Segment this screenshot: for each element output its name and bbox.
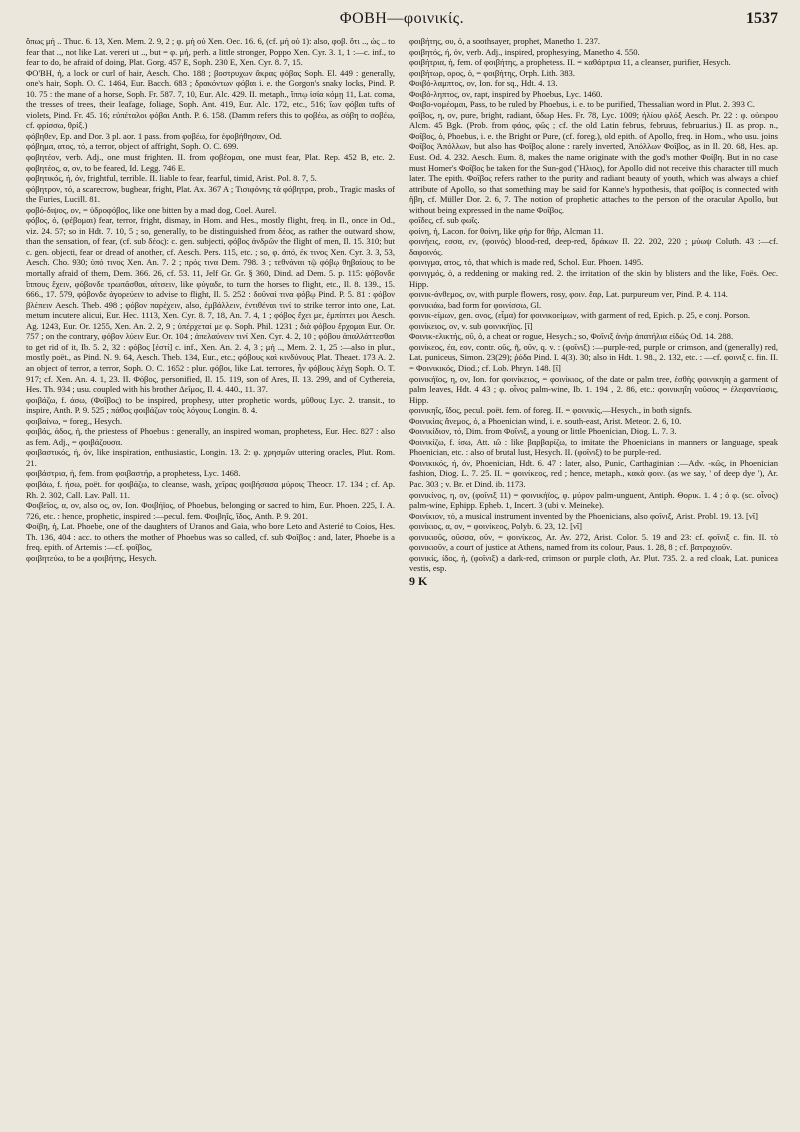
dictionary-entry: φοιβητεύω, to be a φοιβήτης, Hesych. [26,552,157,563]
dictionary-entry: φοινιγμα, ατος, τό, that which is made red, Schol. Eur. Phoen. 1495. [409,257,644,268]
dictionary-entry: Φοινικικός, ή, όν, Phoenician, Hdt. 6. 47 : later, also, Punic, Carthaginian :—Adv. -κῶς, in Phoenician fashion, Diog. L. 7. 25. II. = φοινίκεος, red ; hence, metaph., κακὰ φοιν. (as we say, ' of deep dye '), Ar. Pac. 303 ; v. Br. et Dind. ib. 1173. [409,457,778,489]
dictionary-entry: Φοινίκιον, τό, a musical instrument invented by the Phoenicians, also φοῖνιξ, Arist. Probl. 19. 13. [νῐ] [409,510,758,521]
dictionary-entry: φοινικίς, ίδος, ἡ, (φοῖνιξ) a dark-red, crimson or purple cloth, Ar. Plut. 735. 2. a red cloak, Lat. punicea vestis, esp. [409,552,778,574]
dictionary-entry: φοίνη, ἡ, Lacon. for θοίνη, like φήρ for θήρ, Alcman 11. [409,225,604,236]
dictionary-entry: Φοιβό-λαμπτος, ον, Ion. for sq., Hdt. 4. 13. [409,78,558,89]
dictionary-entry: φοινίκιος, α, ον, = φοινίκεος, Polyb. 6. 23, 12. [νῐ] [409,521,583,532]
signature-mark: 9 K [409,573,428,588]
dictionary-entry: φοιβαίνω, = foreg., Hesych. [26,415,123,426]
dictionary-entry: φοῖδες, cf. sub φωΐς. [409,215,480,226]
dictionary-entry: Φοινικίζω, f. ίσω, Att. ιῶ : like βαρβαρίζω, to imitate the Phoenicians in manners or language, speak Phoenician, etc. : also of brutal lust, Hesych. II. (φοῖνιξ) to be purple-red. [409,436,778,458]
dictionary-entry: φοιβάω, f. ήσω, poët. for φοιβάζω, to cleanse, wash, χεῖρας φοιβήσασα μύροις Theocr. 17. 134 ; cf. Ap. Rh. 2. 302, Call. Lav. Pall. 11. [26,478,395,500]
dictionary-entry: φοινικίνος, η, ον, (φοῖνιξ 11) = φοινικήϊος, φ. μύρον palm-unguent, Antiph. Θορικ. 1. 4 ; ὁ φ. (sc. οἶνος) palm-wine, Ephipp. Epheb. 1, Incert. 3 (ubi v. Meineke). [409,489,778,511]
dictionary-entry: φόβημα, ατος, τό, a terror, object of affright, Soph. O. C. 699. [26,141,239,152]
dictionary-entry: φοιβάστρια, ἡ, fem. from φοιβαστήρ, a prophetess, Lyc. 1468. [26,468,241,479]
dictionary-entry: φοινιγμός, ὁ, a reddening or making red. 2. the irritation of the skin by blisters and the like, Foës. Oec. Hipp. [409,268,778,289]
page-number: 1537 [746,10,779,27]
dictionary-entry: Φοινικ-ελικτής, οῦ, ὁ, a cheat or rogue, Hesych.; so, Φοῖνιξ ἀνὴρ ἀπατήλια εἰδώς Od. 14. 288. [409,331,734,342]
dictionary-entry: φόβος, ὁ, (φέβομαι) fear, terror, fright, dismay, in Hom. and Hes., mostly flight, freq. in Il., once in Od., viz. 24. 57; so in Hdt. 7. 10, 5 ; so, generally, to be distinguished from δέος, as rather the outward show, than the sensation, of fear, (cf. sub δέος): c. gen. subjecti, φόβος ἀνδρῶν the flight of men, Il. 15. 310; but c. gen. objecti, fear or dread of another, cf. Aesch. Pers. 115, etc. ; so, φ. ἀπό, ἐκ τινος Xen. Cyr. 3. 3, 53, Aesch. Cho. 930; ὑπό τινος Xen. An. 7. 2 ; πρός τινα Dem. 798. 3 ; τεθνάναι τῷ φόβῳ θηβαίους to be mortally afraid of them, Dem. 366. 26, cf. 53. 11, Jelf Gr. Gr. § 360, Dind. ad Dem. 5. p. 115: φόβονδε ἵππους ἔχειν, φόβονδε τρωπᾶσθαι, αἰτσειν, like φύγαδε, to turn the horses to flight, etc., Il. 8. 139., 15. 666., 17. 579, φόβονδε ἀγορεύειν to advise to flight, Il. 5. 252 : δοῦναί τινα φόβῳ Pind. P. 5. 81 : φόβον βλέπειν Aesch. Theb. 498 ; φόβον παρέχειν, also, ἐμβάλλειν, ἐντιθέναι τινί to strike terror into one, Lat. metum incutere alicui, Eur. Hec. 1113, Xen. Cyr. 8. 7, 18, An. 7. 4, 1 ; φόβος ἔχει με, ἐμπίπτει μοι Aesch. Ag. 1243, Eur. Or. 1255, Xen. An. 2. 2, 9 ; ὑπέρχεταί με φ. Soph. Phil. 1231 ; διὰ φόβου ἔρχομαι Eur. Or. 757 ; on the contrary, φόβον λύειν Eur. Or. 104 ; ἀπελαύνειν τινί Xen. Cyr. 4. 2, 10 ; φόβου ἀπαλλάττεσθαι to get rid of it, Ib. 5. 2, 32 : φόβος [ἐστί] c. inf., Xen. An. 2. 4, 3 ; μή .., Mem. 2. 1, 25 :—also in plur., mostly poët., as Pind. N. 9. 64, Aesch. Theb. 134, Eur., etc.; φόβους καὶ κινδύνους Plat. Theaet. 173 A. 2. an object of terror, a terror, Soph. O. C. 1652 : plur. φόβοι, like Lat. terrores, ἦν φόβους λέγῃ Soph. O. T. 917; cf. Xen. An. 4. 1, 23. II. Φόβος, personified, Il. 15. 119, son of Ares, Il. 13. 299, and of Cythereia, Hes. Th. 934 ; usu. coupled with his brother Δεῖμος, Il. 4. 440., 11. 37. [26,215,395,395]
dictionary-entry: φοινικιάω, bad form for φοινίσσω, Gl. [409,299,542,310]
dictionary-entry: ΦΟ'ΒΗ, ἡ, a lock or curl of hair, Aesch. Cho. 188 ; βοστρυχων ἄκρας φόβας Soph. El. 449 : generally, one's hair, Soph. O. C. 1464, Eur. Bacch. 683 ; δρακόντων φόβαι i. e. the Gorgon's snaky locks, Pind. P. 10. 75 : the mane of a horse, Soph. Fr. 587. 7, 10, Eur. Alc. 429. II. metaph., ἴππῳ ἰσία κόμῃ 11, Lat. coma, the tresses of trees, their leafage, foliage, Soph. Ant. 419, Eur. Alc. 172, etc., 516; ἴων φόβαι tufts of violets, Pind. Fr. 45. 16; εὐπέταλοι φόβαι Anth. P. 6. 158. (Damm refers this to φοβέω, as σόβη to σοβέω, cf. φρίσσω, θρίξ.) [26,67,395,131]
running-head: ΦΟΒΗ—φοινικίς. [339,10,465,27]
dictionary-entry: φοιβήτωρ, ορος, ὁ, = φοιβήτης, Orph. Lith. 383. [409,67,576,78]
dictionary-entry: Φοινικίδιον, τό, Dim. from Φοῖνιξ, a young or little Phoenician, Diog. L. 7. 3. [409,426,677,437]
dictionary-entry: φοινικήϊος, η, ον, Ion. for φοινίκειος, = φοινίκιος, of the date or palm tree, ἐσθὴς φοινικηίη a garment of palm leaves, Hdt. 4 43 ; φ. οἶνος palm-wine, Ib. 1. 194 , 2. 86, etc.: φοινικηΐη νοῦσος = ἐλεφαντίασις, Hipp. [409,373,778,405]
dictionary-entry: φοινήεις, εσσα, εν, (φοινός) blood-red, deep-red, δράκων Il. 22. 202, 220 ; μύωψ Coluth. 43 :—cf. δαφοινός. [409,236,778,257]
dictionary-entry: φοβητέον, verb. Adj., one must frighten. II. from φοβέομαι, one must fear, Plat. Rep. 452 B, etc. 2. φοβητέος, α, ον, to be feared, Id. Legg. 746 E. [26,152,395,173]
dictionary-entry: φοιβάς, άδος, ἡ, the priestess of Phoebus : generally, an inspired woman, prophetess, Eur. Hec. 827 : also as fem. Adj., = φοιβάζουσα. [26,426,395,447]
dictionary-entry: φόβηθεν, Ep. and Dor. 3 pl. aor. 1 pass. from φοβέω, for ἐφοβήθησαν, Od. [26,130,282,141]
dictionary-entry: φοινικ-άνθεμος, ον, with purple flowers, rosy, φοιν. ἔαρ, Lat. purpureum ver, Pind. P. 4. 114. [409,289,728,300]
dictionary-entry: φοιβήτρια, ἡ, fem. of φοιβήτης, a prophetess. II. = καθάρτρια 11, a cleanser, purifier, Hesych. [409,57,731,68]
dictionary-entry: Φοιβεῖος, α, ον, also ος, ον, Ion. Φοιβήϊος, of Phoebus, belonging or sacred to him, Eur. Phoen. 225, I. A. 726, etc. : hence, prophetic, inspired :—pecul. fem. Φοιβηΐς, ἴδος, Anth. P. 9. 201. [26,500,395,521]
dictionary-entry: Φοιβό-ληπτος, ον, rapt, inspired by Phoebus, Lyc. 1460. [409,88,603,99]
two-column-body [26,36,778,1106]
dictionary-entry: φοῖβος, η, ον, pure, bright, radiant, ὕδωρ Hes. Fr. 78, Lyc. 1009; ἡλίου φλόξ Aesch. Pr. 22 : φ. οὐειρου Alcm. 45 Bgk. (Prob. from φάος, φῶς ; cf. the old Latin februs, februus, februarius.) II. as prop. n., Φοῖβος, ὁ, Phoebus, i. e. the Bright or Pure, (cf. foreg.), old epith. of Apollo, freq. in Hom., who usu. joins Φοῖβος Ἀπόλλων, but also has Φοῖβος alone : rarely inverted, Ἀπόλλων Φοῖβος, as in Il. 20. 68, Hes. ap. Eust. Od. 4. 232. Aesch. Eum. 8, makes the name originate with the god's mother Φοίβη. But in no case must Homer's Φοῖβος be taken for the Sun-god (Ἥλιος), for Apollo did not receive this character till much later. The epith. Φοῖβος refers rather to the purity and radiant beauty of youth, which was always a chief attribute of Apollo, so that something may be said for Kanne's hypothesis, that φοῖβος is connected with ἥβη, cf. Müller Dor. 2. 6, 7. The notion of prophetic attaches to the person of the oracular Apollo, but without being expressed in the name Φοῖβος. [409,109,778,215]
dictionary-entry: φοινίκεος, έα, εον, contr. οῦς, ῆ, οῦν, q. v. : (φοῖνιξ) :—purple-red, purple or crimson, and (generally) red, Lat. puniceus, Simon. 23(29); ῥόδα Pind. I. 4(3). 30; also in Hdt. 1. 98., 2. 132, etc. : —cf. φοινιξ c. fin. II. = Φοινικικός, Diod.; cf. Lob. Phryn. 148. [ῐ] [409,341,778,373]
dictionary-entry: φοιβητός, ή, όν, verb. Adj., inspired, prophesying, Manetho 4. 550. [409,46,640,57]
dictionary-entry: Φοινικίας ἄνεμος, ὁ, a Phoenician wind, i. e. south-east, Arist. Meteor. 2. 6, 10. [409,415,682,426]
dictionary-entry: φοινίκειος, ον, v. sub φοινικήϊος. [ῐ] [409,320,533,331]
page-header [26,10,778,32]
left-column [26,36,395,1106]
dictionary-entry: φοινικηΐς, ΐδος, pecul. poët. fem. of foreg. II. = φοινικίς,—Hesych., in both signfs. [409,405,693,416]
dictionary-entry: φοβό-διψος, ον, = ὑδροφόβος, like one bitten by a mad dog, Coel. Aurel. [26,204,277,215]
right-column [409,36,778,1106]
dictionary-entry: φοινικ-είμων, gen. ονος, (εἷμα) for φοινικοείμων, with garment of red, Epich. p. 25, e conj. Porson. [409,310,751,321]
dictionary-entry: Φοίβη, ἡ, Lat. Phoebe, one of the daughters of Uranos and Gaia, who bore Leto and Asterié to Coios, Hes. Th. 136, 404 : acc. to others the mother of Phoebus was so called, cf. sub Φοῖβος : and, later, Phoebe is a freq. epith. of Artemis :—cf. φοῖβος, [26,521,395,553]
dictionary-entry: φοβητικός, ή, όν, frightful, terrible. II. liable to fear, fearful, timid, Arist. Pol. 8. 7, 5. [26,173,317,184]
dictionary-entry: ὅπως μή .. Thuc. 6. 13, Xen. Mem. 2. 9, 2 ; φ. μὴ οὐ Xen. Oec. 16. 6, (cf. μή οὐ 1): also, φοβ. ὅτι .., ὡς .. to fear that .., not like Lat. vereri ut .., but = φ. μή, perh. a little stronger, Poppo Xen. Cyr. 3. 1, 1 :—c. inf., to fear to do, be afraid of doing, Plat. Gorg. 457 E, Soph. 230 E, Xen. Cyr. 8. 7, 15. [26,36,395,68]
dictionary-entry: φοιβαστικός, ή, όν, like inspiration, enthusiastic, Longin. 13. 2: φ. χρησμῶν uttering oracles, Plut. Rom. 21. [26,447,395,468]
dictionary-entry: φοιβήτης, ου, ὁ, a soothsayer, prophet, Manetho 1. 237. [409,36,601,46]
dictionary-entry: φοινικιοῦς, οῦσσα, οῦν, = φοινίκεος, Ar. Av. 272, Arist. Color. 5. 19 and 23: cf. φοῖνιξ c. fin. II. τὸ φοινικιοῦν, a court of justice at Athens, named from its colour, Paus. 1. 28, 8 ; cf. βατραχιοῦν. [409,531,778,553]
dictionary-entry: Φοιβο-νομέομαι, Pass, to be ruled by Phoebus, i. e. to be purified, Thessalian word in Plut. 2. 393 C. [409,99,755,110]
dictionary-entry: φόβητρον, τό, a scarecrow, bugbear, fright, Plat. Ax. 367 A ; Τισιφόνης τὰ φόβητρα, prob., Tragic masks of the Furies, Lucill. 81. [26,183,395,205]
dictionary-entry: φοιβάζω, f. άσω, (Φοῖβος) to be inspired, prophesy, utter prophetic words, μῦθους Lyc. 2. transit., to inspire, Anth. P. 9. 525 ; πάθος φοιβάζων τοὺς λόγους Longin. 8. 4. [26,394,395,416]
